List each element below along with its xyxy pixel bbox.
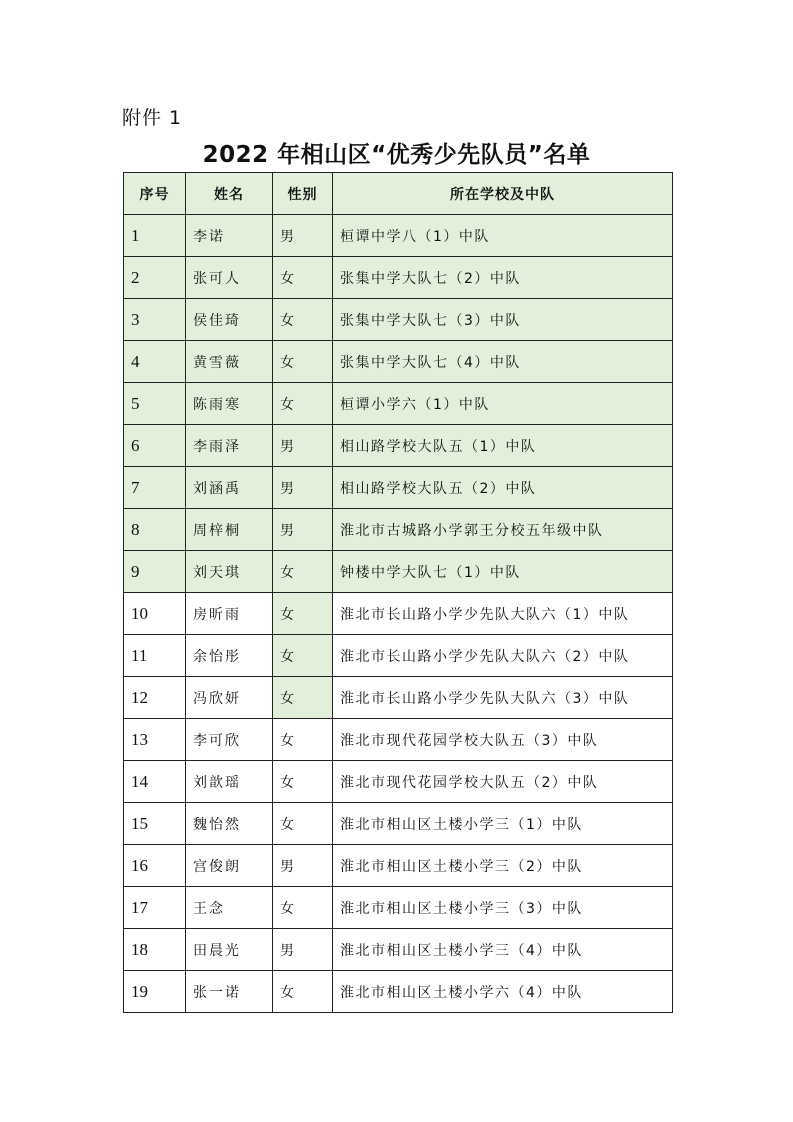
school-squad: 张集中学大队七（3）中队 [333, 299, 673, 341]
row-number: 6 [124, 425, 186, 467]
school-squad: 淮北市长山路小学少先队大队六（3）中队 [333, 677, 673, 719]
table-row [124, 215, 673, 257]
school-squad: 淮北市长山路小学少先队大队六（2）中队 [333, 635, 673, 677]
table-body [124, 215, 673, 1013]
header-school: 所在学校及中队 [333, 173, 673, 215]
row-number: 15 [124, 803, 186, 845]
table-row [124, 929, 673, 971]
row-number: 1 [124, 215, 186, 257]
student-gender: 女 [273, 719, 333, 761]
student-name: 刘涵禹 [186, 467, 273, 509]
school-squad: 桓谭中学八（1）中队 [333, 215, 673, 257]
header-row [124, 173, 673, 215]
student-gender: 女 [273, 299, 333, 341]
table-row [124, 425, 673, 467]
student-name: 房昕雨 [186, 593, 273, 635]
student-name: 张可人 [186, 257, 273, 299]
student-gender: 女 [273, 887, 333, 929]
school-squad: 桓谭小学六（1）中队 [333, 383, 673, 425]
row-number: 9 [124, 551, 186, 593]
table-row [124, 383, 673, 425]
student-gender: 女 [273, 593, 333, 635]
row-number: 16 [124, 845, 186, 887]
student-name: 冯欣妍 [186, 677, 273, 719]
student-gender: 女 [273, 383, 333, 425]
school-squad: 张集中学大队七（4）中队 [333, 341, 673, 383]
roster-table [123, 172, 673, 1013]
student-name: 刘歆瑶 [186, 761, 273, 803]
table-row [124, 971, 673, 1013]
row-number: 17 [124, 887, 186, 929]
row-number: 5 [124, 383, 186, 425]
header-name: 姓名 [186, 173, 273, 215]
student-gender: 男 [273, 509, 333, 551]
student-gender: 男 [273, 215, 333, 257]
row-number: 12 [124, 677, 186, 719]
row-number: 4 [124, 341, 186, 383]
school-squad: 相山路学校大队五（1）中队 [333, 425, 673, 467]
student-name: 宫俊朗 [186, 845, 273, 887]
student-name: 刘天琪 [186, 551, 273, 593]
table-row [124, 593, 673, 635]
student-name: 侯佳琦 [186, 299, 273, 341]
page-title: 2022 年相山区“优秀少先队员”名单 [202, 142, 591, 168]
table-header [124, 173, 673, 215]
school-squad: 淮北市相山区土楼小学三（2）中队 [333, 845, 673, 887]
student-gender: 女 [273, 677, 333, 719]
student-gender: 男 [273, 425, 333, 467]
student-name: 余怡彤 [186, 635, 273, 677]
student-gender: 女 [273, 635, 333, 677]
student-name: 李雨泽 [186, 425, 273, 467]
student-gender: 女 [273, 551, 333, 593]
student-name: 田晨光 [186, 929, 273, 971]
table-row [124, 467, 673, 509]
student-name: 黄雪薇 [186, 341, 273, 383]
student-gender: 女 [273, 257, 333, 299]
row-number: 2 [124, 257, 186, 299]
student-name: 李诺 [186, 215, 273, 257]
student-name: 陈雨寒 [186, 383, 273, 425]
row-number: 14 [124, 761, 186, 803]
student-gender: 女 [273, 971, 333, 1013]
student-gender: 男 [273, 929, 333, 971]
school-squad: 张集中学大队七（2）中队 [333, 257, 673, 299]
table-row [124, 341, 673, 383]
table-row [124, 845, 673, 887]
table-row [124, 635, 673, 677]
row-number: 13 [124, 719, 186, 761]
student-name: 魏怡然 [186, 803, 273, 845]
school-squad: 淮北市相山区土楼小学三（1）中队 [333, 803, 673, 845]
student-gender: 女 [273, 803, 333, 845]
school-squad: 淮北市相山区土楼小学六（4）中队 [333, 971, 673, 1013]
school-squad: 钟楼中学大队七（1）中队 [333, 551, 673, 593]
table-row [124, 719, 673, 761]
student-name: 张一诺 [186, 971, 273, 1013]
student-gender: 男 [273, 845, 333, 887]
table-row [124, 803, 673, 845]
school-squad: 淮北市相山区土楼小学三（3）中队 [333, 887, 673, 929]
row-number: 3 [124, 299, 186, 341]
row-number: 8 [124, 509, 186, 551]
header-gender: 性别 [273, 173, 333, 215]
school-squad: 淮北市相山区土楼小学三（4）中队 [333, 929, 673, 971]
student-name: 李可欣 [186, 719, 273, 761]
school-squad: 淮北市古城路小学郭王分校五年级中队 [333, 509, 673, 551]
table-row [124, 551, 673, 593]
row-number: 7 [124, 467, 186, 509]
school-squad: 淮北市现代花园学校大队五（2）中队 [333, 761, 673, 803]
school-squad: 淮北市长山路小学少先队大队六（1）中队 [333, 593, 673, 635]
table-row [124, 257, 673, 299]
student-gender: 女 [273, 341, 333, 383]
row-number: 18 [124, 929, 186, 971]
table-row [124, 887, 673, 929]
student-name: 周梓桐 [186, 509, 273, 551]
row-number: 10 [124, 593, 186, 635]
row-number: 19 [124, 971, 186, 1013]
attachment-label: 附件 1 [122, 107, 183, 129]
table-row [124, 761, 673, 803]
header-number: 序号 [124, 173, 186, 215]
student-gender: 男 [273, 467, 333, 509]
table-row [124, 677, 673, 719]
school-squad: 淮北市现代花园学校大队五（3）中队 [333, 719, 673, 761]
table-row [124, 509, 673, 551]
school-squad: 相山路学校大队五（2）中队 [333, 467, 673, 509]
table-row [124, 299, 673, 341]
row-number: 11 [124, 635, 186, 677]
student-gender: 女 [273, 761, 333, 803]
student-name: 王念 [186, 887, 273, 929]
